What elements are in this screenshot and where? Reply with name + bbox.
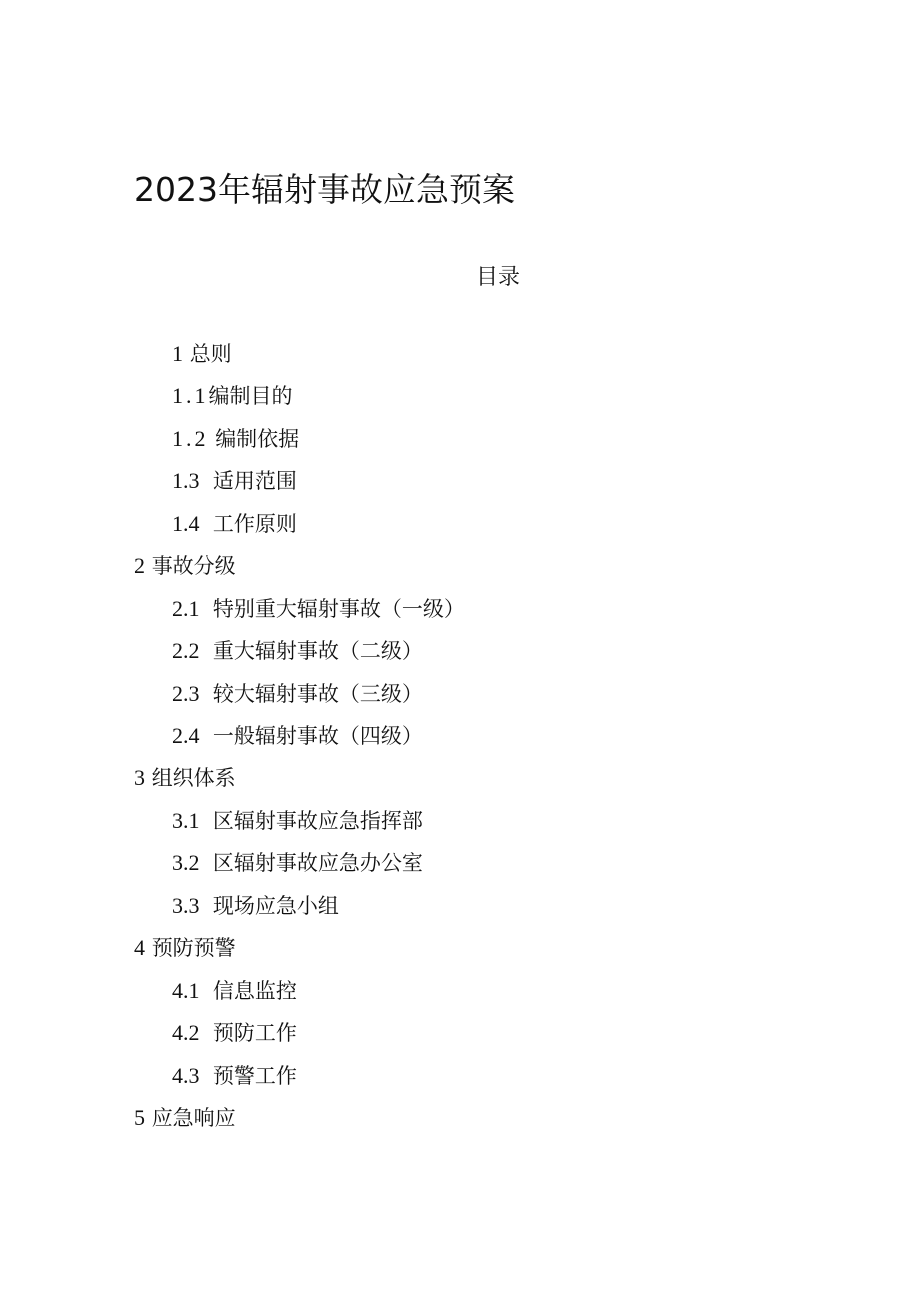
toc-entry-text: 预防工作 [212, 1021, 297, 1045]
toc-entry-number: 1.4 [172, 511, 200, 536]
toc-entry [172, 680, 423, 708]
toc-entry [172, 807, 423, 835]
toc-entry-text: 组织体系 [151, 766, 236, 790]
toc-entry [172, 467, 297, 495]
toc-entry [172, 977, 297, 1005]
toc-entry-number: 1 [172, 341, 183, 366]
toc-entry-number: 3.1 [172, 808, 200, 833]
toc-entry-number: 3 [134, 765, 145, 790]
toc-entry-text: 区辐射事故应急办公室 [212, 851, 423, 875]
toc-entry-number: 4 [134, 935, 145, 960]
toc-entry [172, 595, 465, 623]
document-title: 2023年辐射事故应急预案 [134, 170, 515, 209]
toc-entry [134, 1104, 236, 1132]
toc-entry [134, 552, 236, 580]
toc-entry [172, 425, 299, 453]
toc-entry-text: 工作原则 [212, 512, 297, 536]
toc-entry-text: 编制依据 [215, 427, 300, 451]
toc-entry-text: 一般辐射事故（四级） [212, 724, 423, 748]
toc-entry-text: 特别重大辐射事故（一级） [212, 597, 465, 621]
toc-entry [172, 340, 232, 368]
toc-entry [172, 637, 423, 665]
toc-entry-number: 3.2 [172, 850, 200, 875]
toc-entry [172, 510, 297, 538]
toc-entry-number: 2.1 [172, 596, 200, 621]
toc-entry [134, 934, 236, 962]
toc-entry-text: 重大辐射事故（二级） [212, 639, 423, 663]
toc-entry [172, 1019, 297, 1047]
toc-entry-text: 预防预警 [151, 936, 236, 960]
toc-entry-text: 总则 [189, 342, 232, 366]
toc-entry-number: 2.3 [172, 681, 200, 706]
toc-entry-number: 2.2 [172, 638, 200, 663]
toc-entry-number: 2 [134, 553, 145, 578]
toc-entry-number: 2.4 [172, 723, 200, 748]
toc-entry-text: 预警工作 [212, 1064, 297, 1088]
toc-entry-text: 区辐射事故应急指挥部 [212, 809, 423, 833]
toc-entry-number: 1.1 [172, 383, 209, 408]
toc-entry-number: 4.2 [172, 1020, 200, 1045]
toc-heading: 目录 [476, 265, 521, 290]
toc-entry-text: 适用范围 [212, 469, 297, 493]
toc-entry-number: 4.3 [172, 1063, 200, 1088]
toc-entry-text: 现场应急小组 [212, 894, 339, 918]
toc-entry-number: 1.3 [172, 468, 200, 493]
toc-entry-number: 5 [134, 1105, 145, 1130]
toc-entry-number: 1.2 [172, 426, 209, 451]
toc-entry-text: 编制目的 [208, 384, 293, 408]
toc-entry-text: 应急响应 [151, 1106, 236, 1130]
toc-entry [172, 722, 423, 750]
toc-entry [134, 764, 236, 792]
toc-entry [172, 849, 423, 877]
toc-entry-text: 事故分级 [151, 554, 236, 578]
toc-entry-text: 信息监控 [212, 979, 297, 1003]
toc-entry-number: 3.3 [172, 893, 200, 918]
toc-entry-number: 4.1 [172, 978, 200, 1003]
toc-entry [172, 1062, 297, 1090]
toc-entry-text: 较大辐射事故（三级） [212, 682, 423, 706]
toc-entry [172, 892, 339, 920]
toc-entry [172, 382, 293, 410]
